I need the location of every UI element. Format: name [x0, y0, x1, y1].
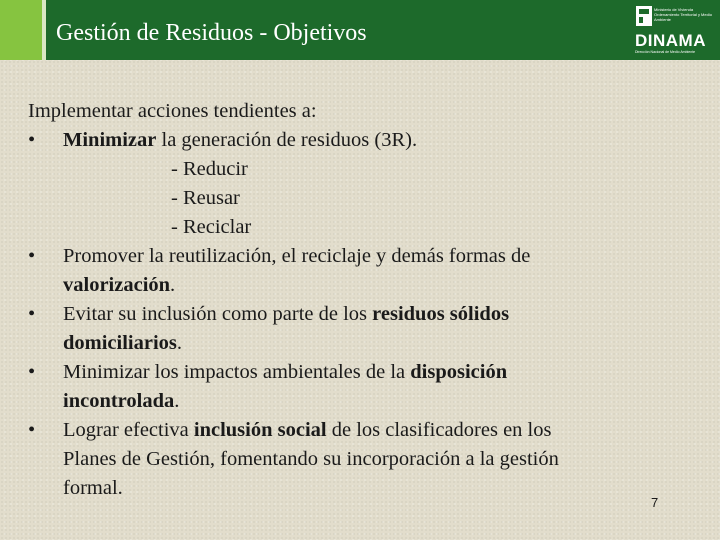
- body-text: .: [170, 274, 176, 296]
- dinama-logo: [632, 4, 716, 56]
- bullet-line: [63, 242, 678, 271]
- intro-text: Implementar acciones tendientes a:: [28, 100, 317, 122]
- body-text: .: [174, 390, 180, 412]
- slide-title: Gestión de Residuos - Objetivos: [56, 20, 367, 46]
- emphasis-text: Minimizar: [63, 129, 157, 151]
- bullet-line: [63, 358, 678, 387]
- bullet-line: [63, 387, 678, 416]
- bullet-line: [63, 329, 678, 358]
- bullet-item: [28, 358, 678, 416]
- slide-body: [28, 97, 678, 503]
- sub-item: - Reducir: [171, 158, 248, 180]
- emphasis-text: inclusión social: [193, 419, 327, 441]
- emphasis-text: incontrolada: [63, 390, 175, 412]
- body-text: la generación de residuos (3R).: [156, 129, 418, 151]
- body-text: Evitar su inclusión como parte de los: [63, 303, 373, 325]
- logo-subtitle: Dirección Nacional de Medio Ambiente: [635, 50, 696, 54]
- bullet-line: [63, 445, 678, 474]
- body-text: .: [176, 332, 183, 354]
- header-bar: [0, 0, 720, 60]
- bullet-icon: •: [28, 245, 36, 267]
- emphasis-text: domiciliarios: [63, 332, 177, 354]
- bullet-item: [28, 300, 678, 358]
- sub-item: - Reciclar: [171, 216, 252, 238]
- body-text: Lograr efectiva: [63, 419, 194, 441]
- ministry-emblem-icon: [636, 6, 652, 26]
- bullet-line: [63, 271, 678, 300]
- emphasis-text: disposición: [410, 361, 508, 383]
- sub-item: - Reusar: [171, 187, 240, 209]
- bullet-item: [28, 416, 678, 503]
- bullet-line: [63, 126, 678, 155]
- logo-ministry-text: Ministerio de Vivienda Ordenamiento Territorial y Medio Ambiente: [654, 7, 712, 22]
- body-text: Promover la reutilización, el reciclaje y demás formas de: [63, 245, 531, 267]
- bullet-icon: •: [28, 129, 36, 151]
- logo-brand: DINAMA: [635, 31, 706, 50]
- header-accent-block: [0, 0, 42, 60]
- bullet-item: [28, 126, 678, 155]
- bullet-line: [63, 416, 678, 445]
- header-accent-divider: [42, 0, 46, 60]
- bullet-icon: •: [28, 303, 36, 325]
- body-text: Minimizar los impactos ambientales de la: [63, 361, 411, 383]
- bullet-line: [63, 474, 678, 503]
- body-text: de los clasificadores en los: [326, 419, 552, 441]
- body-text: Planes de Gestión, fomentando su incorporación a la gestión: [63, 448, 559, 470]
- bullet-icon: •: [28, 419, 36, 441]
- bullet-line: [63, 300, 678, 329]
- bullet-icon: •: [28, 361, 36, 383]
- body-text: formal.: [63, 477, 123, 499]
- slide-number: 7: [651, 495, 659, 510]
- bullet-item: [28, 242, 678, 300]
- emphasis-text: residuos sólidos: [372, 303, 510, 325]
- emphasis-text: valorización: [63, 274, 171, 296]
